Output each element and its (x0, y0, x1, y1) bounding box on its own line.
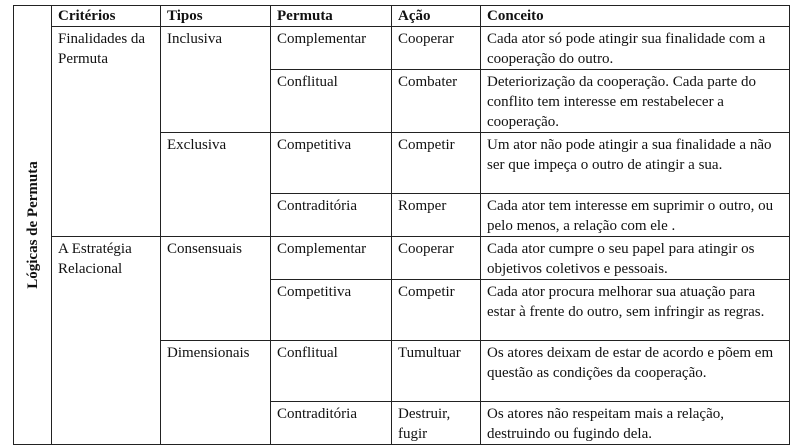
permuta-cell: Contraditória (271, 402, 392, 445)
acao-cell: Competir (392, 280, 481, 341)
table-row (14, 27, 790, 70)
conceito-cell: Cada ator só pode atingir sua finalidade com a cooperação do outro. (481, 27, 790, 70)
side-label: Lógicas de Permuta (24, 161, 41, 289)
side-label-cell (14, 6, 52, 445)
permuta-cell: Conflitual (271, 70, 392, 133)
acao-cell: Cooperar (392, 27, 481, 70)
acao-cell: Cooperar (392, 237, 481, 280)
type-cell: Dimensionais (161, 341, 271, 445)
conceito-cell: Os atores não respeitam mais a relação, destruindo ou fugindo dela. (481, 402, 790, 445)
acao-cell: Competir (392, 133, 481, 194)
criterion-cell: Finalidades da Permuta (52, 27, 161, 237)
permuta-cell: Complementar (271, 27, 392, 70)
permuta-cell: Contraditória (271, 194, 392, 237)
acao-cell: Romper (392, 194, 481, 237)
acao-cell: Tumultuar (392, 341, 481, 402)
table-row (14, 237, 790, 280)
header-row (14, 6, 790, 27)
conceito-cell: Cada ator procura melhorar sua atuação para estar à frente do outro, sem infringir as regras. (481, 280, 790, 341)
conceito-cell: Cada ator tem interesse em suprimir o outro, ou pelo menos, a relação com ele . (481, 194, 790, 237)
permuta-cell: Competitiva (271, 280, 392, 341)
header-conceito: Conceito (481, 6, 790, 27)
header-tipos: Tipos (161, 6, 271, 27)
header-permuta: Permuta (271, 6, 392, 27)
logicas-de-permuta-table (13, 5, 790, 445)
header-criterios: Critérios (52, 6, 161, 27)
header-acao: Ação (392, 6, 481, 27)
type-cell: Inclusiva (161, 27, 271, 133)
permuta-cell: Competitiva (271, 133, 392, 194)
permuta-cell: Complementar (271, 237, 392, 280)
acao-cell: Combater (392, 70, 481, 133)
conceito-cell: Os atores deixam de estar de acordo e põem em questão as condições da cooperação. (481, 341, 790, 402)
acao-cell: Destruir, fugir (392, 402, 481, 445)
permuta-cell: Conflitual (271, 341, 392, 402)
criterion-cell: A Estratégia Relacional (52, 237, 161, 445)
type-cell: Exclusiva (161, 133, 271, 237)
conceito-cell: Cada ator cumpre o seu papel para atingir os objetivos coletivos e pessoais. (481, 237, 790, 280)
type-cell: Consensuais (161, 237, 271, 341)
table-container (13, 5, 789, 442)
conceito-cell: Um ator não pode atingir a sua finalidade a não ser que impeça o outro de atingir a sua. (481, 133, 790, 194)
conceito-cell: Deteriorização da cooperação. Cada parte do conflito tem interesse em restabelecer a cooperação. (481, 70, 790, 133)
